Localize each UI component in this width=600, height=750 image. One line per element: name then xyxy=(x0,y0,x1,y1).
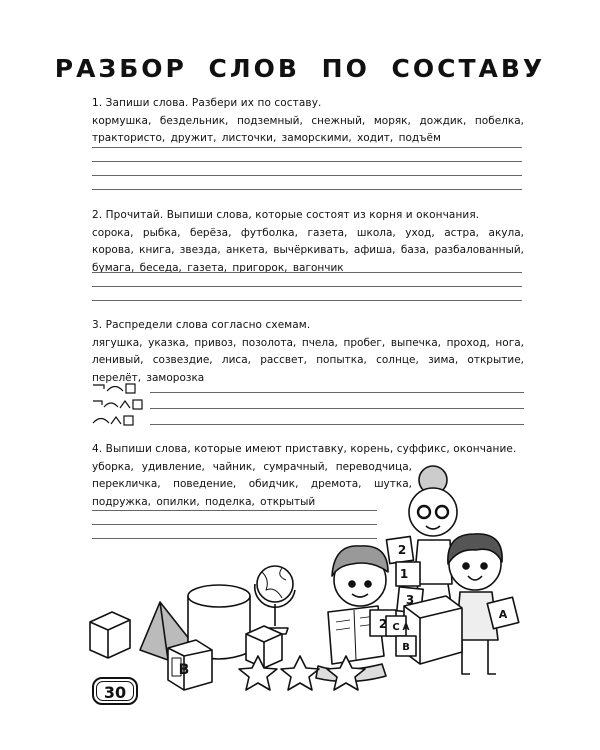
block-letter: B xyxy=(178,662,190,678)
page-title: РАЗБОР СЛОВ ПО СОСТАВУ xyxy=(54,54,546,83)
task-2-words: сорока, рыбка, берёза, футболка, газета, школа, уход, астра, акула, корова, книга, звезда, анкета, вычёркивать, афиша, база, разбалованный, бумага, беседа, газета, пригорок, вагончик xyxy=(92,226,524,274)
task-4-words: уборка, удивление, чайник, сумрачный, переводчица, перекличка, поведение, обидчик, дремота, шутка, подружка, опилки, поделка, открытый xyxy=(92,460,412,508)
root-suffix-ending-scheme-icon xyxy=(92,414,148,426)
task-4-heading: 4. Выпиши слова, которые имеют приставку, корень, суффикс, окончание. xyxy=(92,443,517,455)
globe-icon xyxy=(255,566,295,634)
cube-block-b xyxy=(168,640,212,690)
task-2-writing-lines[interactable] xyxy=(92,272,522,314)
prefix-root-suffix-ending-scheme-icon xyxy=(92,398,148,410)
writing-line[interactable] xyxy=(92,272,522,273)
small-cube xyxy=(246,626,282,668)
stack-digit: 1 xyxy=(399,567,409,581)
block-letter: C xyxy=(392,622,400,633)
task-1 xyxy=(92,95,524,148)
scheme-row-2[interactable] xyxy=(92,397,524,411)
task-1-heading: 1. Запиши слова. Разбери их по составу. xyxy=(92,97,322,109)
writing-line[interactable] xyxy=(150,424,524,425)
star-characters xyxy=(239,656,365,690)
scheme-row-3[interactable] xyxy=(92,413,524,427)
task-1-writing-lines[interactable] xyxy=(92,147,522,203)
task-3 xyxy=(92,317,524,387)
task-1-words: кормушка, бездельник, подземный, снежный, моряк, дождик, побелка, трактористо, дружит, листочки, заморскими, ходит, подъём xyxy=(92,114,524,144)
task-3-words: лягушка, указка, привоз, позолота, пчела, пробег, выпечка, проход, нога, ленивый, созвездие, лиса, рассвет, попытка, солнце, зима, открытие, перелёт, заморозка xyxy=(92,336,524,384)
stack-digit: 2 xyxy=(397,543,407,557)
writing-line[interactable] xyxy=(92,286,522,287)
illustration xyxy=(0,460,600,720)
writing-line[interactable] xyxy=(150,392,524,393)
page-number-badge xyxy=(92,677,138,705)
scheme-row-1[interactable] xyxy=(92,381,524,395)
stack-digit: 3 xyxy=(405,593,415,607)
task-3-heading: 3. Распредели слова согласно схемам. xyxy=(92,319,311,331)
stack-digit: 2 xyxy=(378,617,388,631)
block-letter: A xyxy=(498,608,508,621)
writing-line[interactable] xyxy=(92,300,522,301)
task-2 xyxy=(92,207,524,277)
task-2-heading: 2. Прочитай. Выпиши слова, которые состоят из корня и окончания. xyxy=(92,209,480,221)
writing-line[interactable] xyxy=(150,408,524,409)
block-letter: B xyxy=(402,642,410,653)
cube-shape xyxy=(90,612,130,658)
writing-line[interactable] xyxy=(92,161,522,162)
writing-line[interactable] xyxy=(92,147,522,148)
writing-line[interactable] xyxy=(92,189,522,190)
page-number: 30 xyxy=(103,683,127,702)
prefix-root-ending-scheme-icon xyxy=(92,382,148,394)
writing-line[interactable] xyxy=(92,175,522,176)
block-letter: A xyxy=(402,623,410,633)
badge-inner-border xyxy=(96,681,134,701)
